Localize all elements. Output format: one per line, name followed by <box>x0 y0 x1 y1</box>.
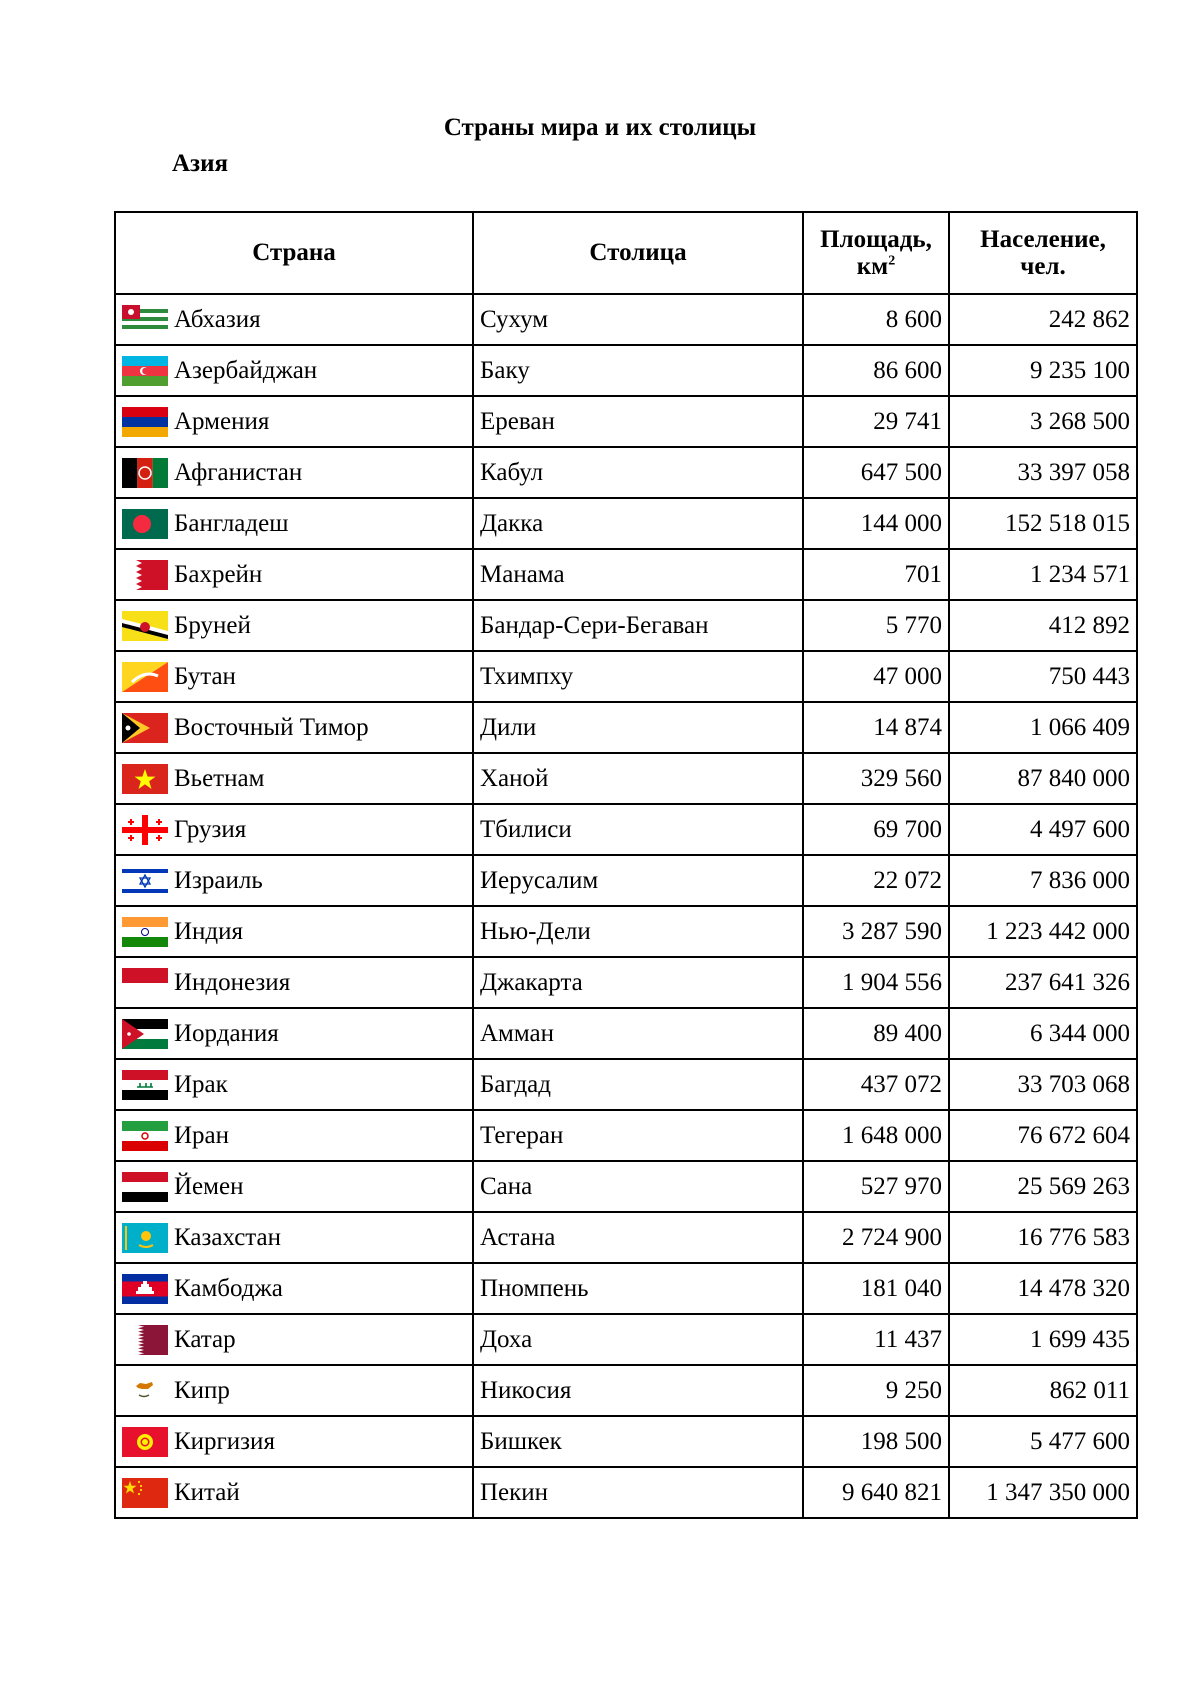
population-cell: 750 443 <box>949 651 1137 702</box>
area-cell: 14 874 <box>803 702 949 753</box>
country-cell <box>115 396 473 447</box>
table-row <box>115 1467 1137 1518</box>
kyrgyzstan-flag-icon <box>122 1427 168 1457</box>
table-row <box>115 447 1137 498</box>
area-cell: 144 000 <box>803 498 949 549</box>
capital-cell: Иерусалим <box>473 855 803 906</box>
country-name: Бруней <box>174 611 251 639</box>
country-cell <box>115 498 473 549</box>
cambodia-flag-icon <box>122 1274 168 1304</box>
area-cell: 3 287 590 <box>803 906 949 957</box>
population-cell: 33 703 068 <box>949 1059 1137 1110</box>
country-name: Бутан <box>174 662 236 690</box>
table-row <box>115 1161 1137 1212</box>
population-cell: 6 344 000 <box>949 1008 1137 1059</box>
country-name: Иордания <box>174 1019 279 1047</box>
capital-cell: Сана <box>473 1161 803 1212</box>
table-row <box>115 1110 1137 1161</box>
table-row <box>115 1263 1137 1314</box>
capital-cell: Пекин <box>473 1467 803 1518</box>
country-cell <box>115 957 473 1008</box>
population-cell: 33 397 058 <box>949 447 1137 498</box>
country-cell <box>115 855 473 906</box>
region-subtitle: Азия <box>172 150 229 177</box>
east-timor-flag-icon <box>122 713 168 743</box>
population-cell: 1 223 442 000 <box>949 906 1137 957</box>
capital-cell: Сухум <box>473 294 803 345</box>
country-name: Грузия <box>174 815 247 843</box>
georgia-flag-icon <box>122 815 168 845</box>
area-cell: 198 500 <box>803 1416 949 1467</box>
capital-cell: Баку <box>473 345 803 396</box>
table-row <box>115 906 1137 957</box>
country-name: Израиль <box>174 866 263 894</box>
country-name: Индия <box>174 917 244 945</box>
country-cell <box>115 294 473 345</box>
cyprus-flag-icon <box>122 1376 168 1406</box>
capital-cell: Джакарта <box>473 957 803 1008</box>
country-name: Иран <box>174 1121 230 1149</box>
bahrain-flag-icon <box>122 560 168 590</box>
table-row <box>115 1059 1137 1110</box>
country-cell <box>115 447 473 498</box>
capital-cell: Дакка <box>473 498 803 549</box>
area-cell: 69 700 <box>803 804 949 855</box>
area-cell: 9 250 <box>803 1365 949 1416</box>
area-cell: 437 072 <box>803 1059 949 1110</box>
country-name: Абхазия <box>174 305 261 333</box>
capital-cell: Ханой <box>473 753 803 804</box>
document-title: Страны мира и их столицы <box>443 114 757 141</box>
brunei-flag-icon <box>122 611 168 641</box>
capital-cell: Дили <box>473 702 803 753</box>
country-name: Кипр <box>174 1376 230 1404</box>
country-cell <box>115 1161 473 1212</box>
iraq-flag-icon <box>122 1070 168 1100</box>
country-name: Киргизия <box>174 1427 275 1455</box>
capital-cell: Никосия <box>473 1365 803 1416</box>
population-cell: 87 840 000 <box>949 753 1137 804</box>
area-cell: 29 741 <box>803 396 949 447</box>
area-cell: 22 072 <box>803 855 949 906</box>
area-cell: 1 648 000 <box>803 1110 949 1161</box>
country-cell <box>115 1110 473 1161</box>
area-cell: 5 770 <box>803 600 949 651</box>
capital-cell: Пномпень <box>473 1263 803 1314</box>
population-cell: 862 011 <box>949 1365 1137 1416</box>
country-cell <box>115 549 473 600</box>
country-name: Вьетнам <box>174 764 265 792</box>
country-name: Афганистан <box>174 458 303 486</box>
table-row <box>115 498 1137 549</box>
country-cell <box>115 906 473 957</box>
population-cell: 3 268 500 <box>949 396 1137 447</box>
country-name: Армения <box>174 407 270 435</box>
population-cell: 16 776 583 <box>949 1212 1137 1263</box>
header-population <box>949 212 1137 294</box>
country-cell <box>115 345 473 396</box>
header-population-label: Население, <box>980 225 1106 253</box>
population-cell: 76 672 604 <box>949 1110 1137 1161</box>
table-row <box>115 855 1137 906</box>
area-cell: 1 904 556 <box>803 957 949 1008</box>
china-flag-icon <box>122 1478 168 1508</box>
area-cell: 47 000 <box>803 651 949 702</box>
table-row <box>115 1314 1137 1365</box>
table-row <box>115 1212 1137 1263</box>
country-name: Китай <box>174 1478 240 1506</box>
capital-cell: Тегеран <box>473 1110 803 1161</box>
capital-cell: Манама <box>473 549 803 600</box>
bhutan-flag-icon <box>122 662 168 692</box>
country-cell <box>115 1008 473 1059</box>
country-cell <box>115 1467 473 1518</box>
population-cell: 14 478 320 <box>949 1263 1137 1314</box>
table-row <box>115 957 1137 1008</box>
area-cell: 701 <box>803 549 949 600</box>
population-cell: 412 892 <box>949 600 1137 651</box>
country-name: Бахрейн <box>174 560 263 588</box>
country-name: Азербайджан <box>174 356 318 384</box>
country-name: Восточный Тимор <box>174 713 369 741</box>
population-cell: 1 066 409 <box>949 702 1137 753</box>
population-cell: 7 836 000 <box>949 855 1137 906</box>
table-row <box>115 600 1137 651</box>
table-row <box>115 651 1137 702</box>
country-name: Катар <box>174 1325 236 1353</box>
table-row <box>115 1416 1137 1467</box>
capital-cell: Нью-Дели <box>473 906 803 957</box>
azerbaijan-flag-icon <box>122 356 168 386</box>
area-cell: 329 560 <box>803 753 949 804</box>
population-cell: 9 235 100 <box>949 345 1137 396</box>
population-cell: 1 234 571 <box>949 549 1137 600</box>
table-header-row <box>115 212 1137 294</box>
kazakhstan-flag-icon <box>122 1223 168 1253</box>
area-cell: 89 400 <box>803 1008 949 1059</box>
area-cell: 181 040 <box>803 1263 949 1314</box>
abkhazia-flag-icon <box>122 305 168 335</box>
capital-cell: Кабул <box>473 447 803 498</box>
header-area-sup: 2 <box>888 253 896 269</box>
israel-flag-icon <box>122 866 168 896</box>
country-name: Бангладеш <box>174 509 289 537</box>
population-cell: 4 497 600 <box>949 804 1137 855</box>
capital-cell: Ереван <box>473 396 803 447</box>
country-cell <box>115 702 473 753</box>
countries-table <box>114 211 1138 1519</box>
population-cell: 25 569 263 <box>949 1161 1137 1212</box>
country-name: Камбоджа <box>174 1274 283 1302</box>
population-cell: 237 641 326 <box>949 957 1137 1008</box>
indonesia-flag-icon <box>122 968 168 998</box>
country-name: Ирак <box>174 1070 228 1098</box>
qatar-flag-icon <box>122 1325 168 1355</box>
table-row <box>115 345 1137 396</box>
header-area-label: Площадь, <box>820 225 932 253</box>
country-cell <box>115 1365 473 1416</box>
table-row <box>115 753 1137 804</box>
country-cell <box>115 1416 473 1467</box>
header-population-unit: чел. <box>1020 253 1066 280</box>
country-cell <box>115 1263 473 1314</box>
country-cell <box>115 1314 473 1365</box>
table-row <box>115 396 1137 447</box>
table-row <box>115 1008 1137 1059</box>
yemen-flag-icon <box>122 1172 168 1202</box>
table-row <box>115 549 1137 600</box>
header-capital: Столица <box>473 212 803 294</box>
area-cell: 2 724 900 <box>803 1212 949 1263</box>
area-cell: 9 640 821 <box>803 1467 949 1518</box>
capital-cell: Тбилиси <box>473 804 803 855</box>
population-cell: 1 347 350 000 <box>949 1467 1137 1518</box>
bangladesh-flag-icon <box>122 509 168 539</box>
country-cell <box>115 753 473 804</box>
country-cell <box>115 804 473 855</box>
area-cell: 8 600 <box>803 294 949 345</box>
country-cell <box>115 600 473 651</box>
population-cell: 5 477 600 <box>949 1416 1137 1467</box>
table-row <box>115 294 1137 345</box>
country-cell <box>115 1212 473 1263</box>
capital-cell: Бишкек <box>473 1416 803 1467</box>
header-country: Страна <box>115 212 473 294</box>
country-name: Казахстан <box>174 1223 281 1251</box>
capital-cell: Бандар-Сери-Бегаван <box>473 600 803 651</box>
population-cell: 242 862 <box>949 294 1137 345</box>
area-cell: 647 500 <box>803 447 949 498</box>
header-area <box>803 212 949 294</box>
table-row <box>115 804 1137 855</box>
population-cell: 1 699 435 <box>949 1314 1137 1365</box>
capital-cell: Доха <box>473 1314 803 1365</box>
india-flag-icon <box>122 917 168 947</box>
capital-cell: Астана <box>473 1212 803 1263</box>
capital-cell: Амман <box>473 1008 803 1059</box>
jordan-flag-icon <box>122 1019 168 1049</box>
iran-flag-icon <box>122 1121 168 1151</box>
armenia-flag-icon <box>122 407 168 437</box>
capital-cell: Тхимпху <box>473 651 803 702</box>
area-cell: 11 437 <box>803 1314 949 1365</box>
capital-cell: Багдад <box>473 1059 803 1110</box>
country-name: Индонезия <box>174 968 291 996</box>
area-cell: 86 600 <box>803 345 949 396</box>
vietnam-flag-icon <box>122 764 168 794</box>
table-row <box>115 702 1137 753</box>
afghanistan-flag-icon <box>122 458 168 488</box>
country-name: Йемен <box>174 1172 244 1200</box>
population-cell: 152 518 015 <box>949 498 1137 549</box>
country-cell <box>115 1059 473 1110</box>
header-area-unit: км <box>856 253 889 280</box>
area-cell: 527 970 <box>803 1161 949 1212</box>
table-row <box>115 1365 1137 1416</box>
country-cell <box>115 651 473 702</box>
